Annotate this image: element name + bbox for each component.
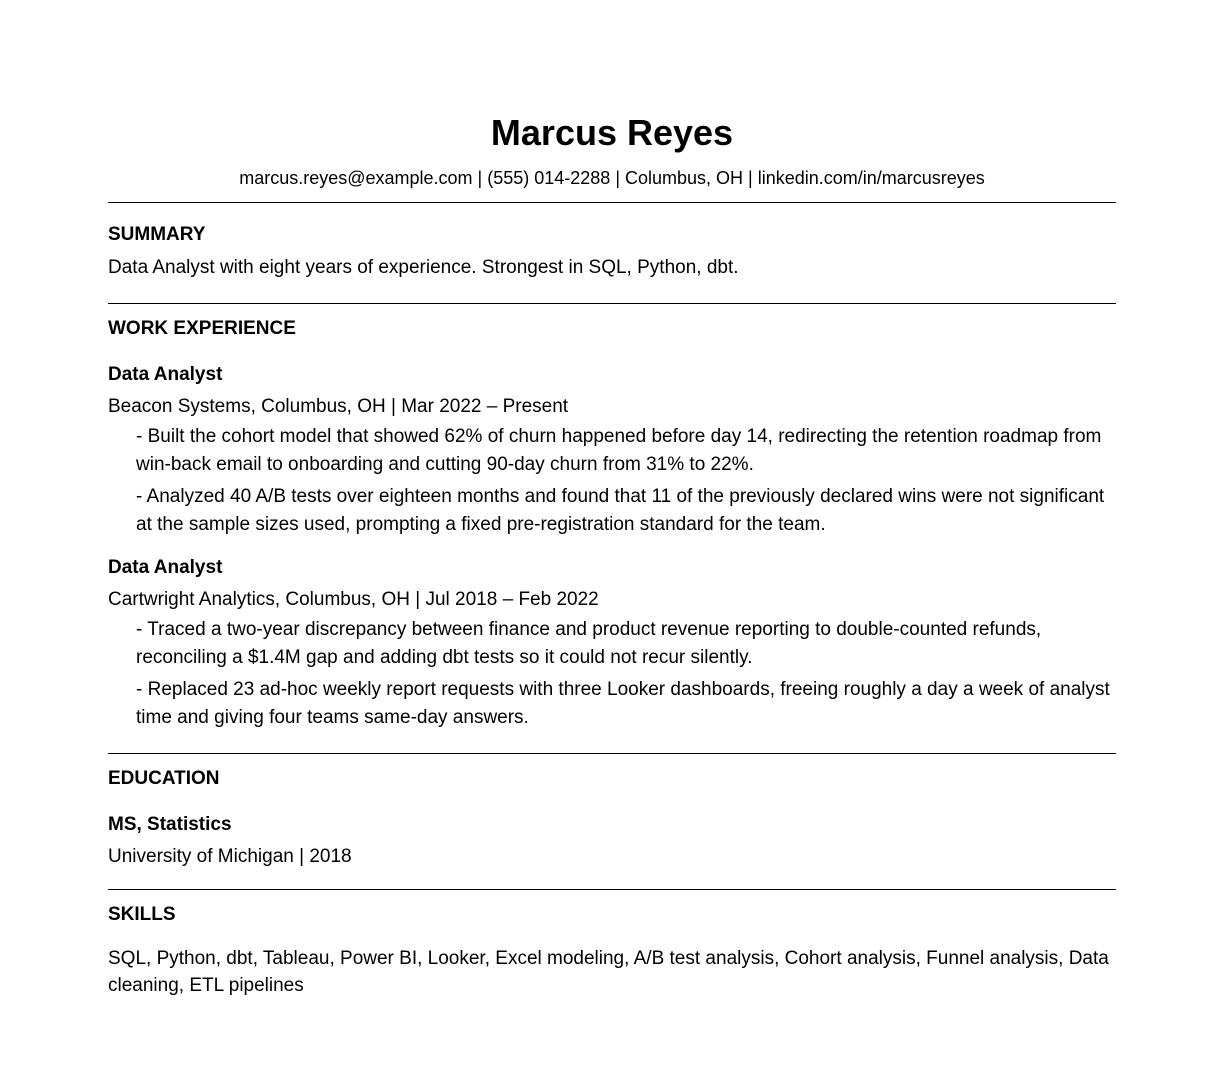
skills-section bbox=[108, 890, 1116, 999]
section-title-education: EDUCATION bbox=[108, 768, 220, 789]
job-title: Data Analyst bbox=[108, 364, 223, 385]
summary-text: Data Analyst with eight years of experience. Strongest in SQL, Python, dbt. bbox=[108, 257, 739, 278]
experience-section bbox=[108, 304, 1116, 753]
job-bullet: - Replaced 23 ad-hoc weekly report requests with three Looker dashboards, freeing roughly a day a week of analyst time and giving four teams same-day answers. bbox=[136, 679, 1110, 728]
job-meta: Beacon Systems, Columbus, OH | Mar 2022 – Present bbox=[108, 396, 569, 417]
job-bullets bbox=[108, 616, 1116, 732]
candidate-name: Marcus Reyes bbox=[490, 112, 734, 153]
job-bullet: - Analyzed 40 A/B tests over eighteen months and found that 11 of the previously declared wins were not significant at the sample sizes used, prompting a fixed pre-registration standard for the team. bbox=[136, 486, 1105, 535]
section-title-skills: SKILLS bbox=[108, 904, 176, 925]
degree: MS, Statistics bbox=[108, 814, 232, 835]
summary-section bbox=[108, 203, 1116, 303]
job-meta: Cartwright Analytics, Columbus, OH | Jul 2018 – Feb 2022 bbox=[108, 589, 599, 610]
section-title-experience: WORK EXPERIENCE bbox=[108, 318, 296, 339]
education-meta: University of Michigan | 2018 bbox=[108, 846, 352, 867]
job-bullet: - Built the cohort model that showed 62% of churn happened before day 14, redirecting the retention roadmap from win-back email to onboarding and cutting 90-day churn from 31% to 22%. bbox=[136, 426, 1102, 475]
job-entry bbox=[108, 557, 1116, 732]
job-bullet: - Traced a two-year discrepancy between finance and product revenue reporting to double-counted refunds, reconciling a $1.4M gap and adding dbt tests so it could not recur silently. bbox=[136, 619, 1042, 668]
job-title: Data Analyst bbox=[108, 557, 223, 578]
resume-page bbox=[108, 0, 1116, 999]
job-entry bbox=[108, 364, 1116, 539]
job-bullets bbox=[108, 423, 1116, 539]
education-section bbox=[108, 754, 1116, 889]
contact-line: marcus.reyes@example.com | (555) 014-2288 | Columbus, OH | linkedin.com/in/marcusreyes bbox=[239, 168, 985, 188]
skills-text: SQL, Python, dbt, Tableau, Power BI, Looker, Excel modeling, A/B test analysis, Cohort analysis, Funnel analysis, Data cleaning, ETL pipelines bbox=[108, 948, 1109, 996]
section-title-summary: SUMMARY bbox=[108, 224, 206, 245]
